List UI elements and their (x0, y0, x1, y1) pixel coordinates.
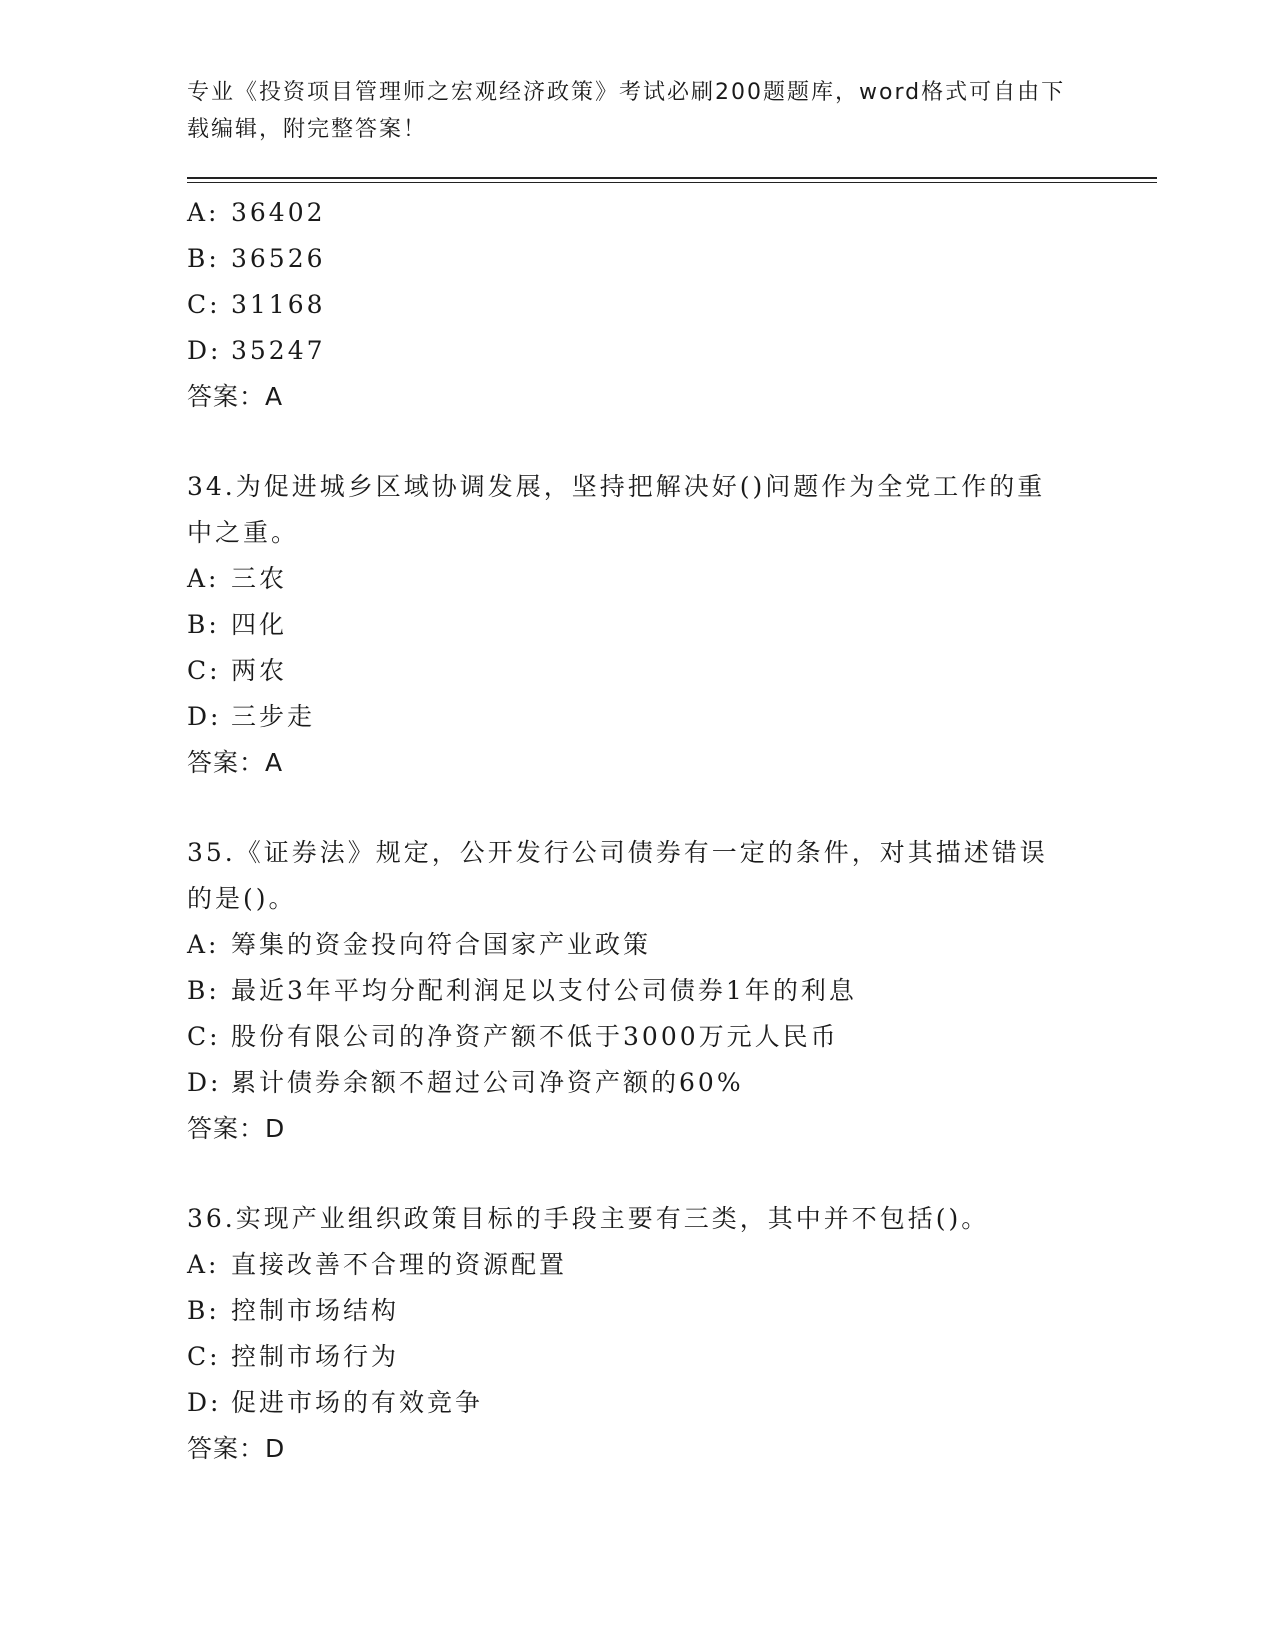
option-b: B: 控制市场结构 (187, 1296, 400, 1325)
question-block-36 (187, 1196, 1087, 1472)
option-d: D: 累计债券余额不超过公司净资产额的60% (187, 1068, 744, 1097)
option-c: C: 控制市场行为 (187, 1342, 400, 1371)
question-text: 35.《证券法》规定，公开发行公司债券有一定的条件，对其描述错误的是()。 (187, 838, 1048, 913)
document-header: 专业《投资项目管理师之宏观经济政策》考试必刷200题题库，word格式可自由下载编辑，附完整答案！ (187, 80, 1066, 142)
question-block-35 (187, 830, 1087, 1152)
option-d: D: 三步走 (187, 702, 316, 731)
question-list (187, 190, 1087, 1472)
option-c: C: 31168 (187, 290, 326, 319)
option-a: A: 36402 (187, 198, 326, 227)
answer-line: 答案：D (187, 1114, 286, 1143)
option-b: B: 最近3年平均分配利润足以支付公司债券1年的利息 (187, 976, 857, 1005)
option-b: B: 四化 (187, 610, 288, 639)
header-rule (187, 177, 1157, 179)
option-c: C: 股份有限公司的净资产额不低于3000万元人民币 (187, 1022, 839, 1051)
header-rule-thin (187, 182, 1157, 183)
question-text: 36.实现产业组织政策目标的手段主要有三类，其中并不包括()。 (187, 1204, 990, 1233)
option-b: B: 36526 (187, 244, 326, 273)
option-a: A: 筹集的资金投向符合国家产业政策 (187, 930, 652, 959)
answer-line: 答案：A (187, 382, 284, 411)
question-block-prev (187, 190, 1087, 420)
option-a: A: 三农 (187, 564, 288, 593)
answer-line: 答案：D (187, 1434, 286, 1463)
question-text: 34.为促进城乡区域协调发展，坚持把解决好()问题作为全党工作的重中之重。 (187, 472, 1046, 547)
option-c: C: 两农 (187, 656, 288, 685)
option-d: D: 促进市场的有效竞争 (187, 1388, 484, 1417)
answer-line: 答案：A (187, 748, 284, 777)
question-block-34 (187, 464, 1087, 786)
option-a: A: 直接改善不合理的资源配置 (187, 1250, 568, 1279)
option-d: D: 35247 (187, 336, 326, 365)
